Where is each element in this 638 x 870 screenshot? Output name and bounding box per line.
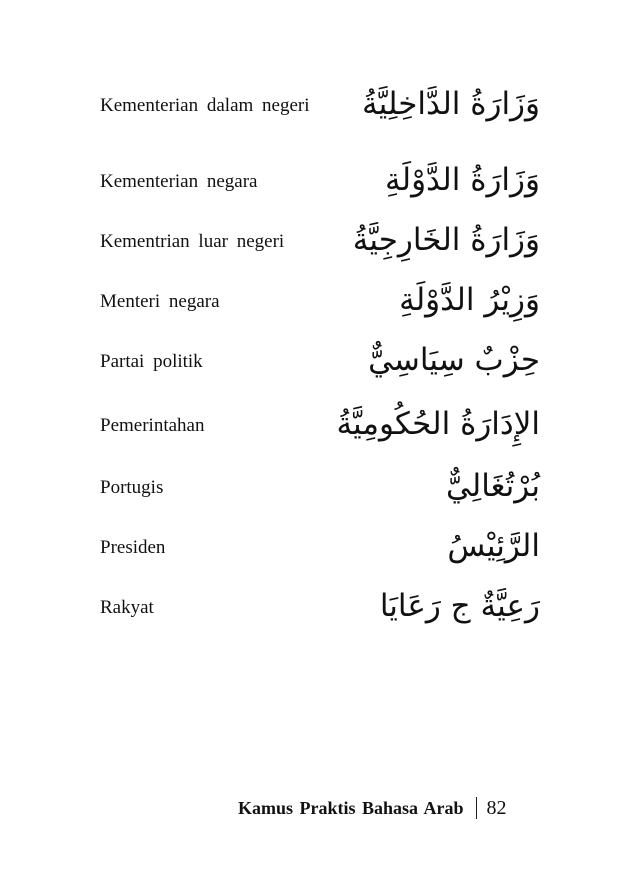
arabic-term: وَزَارَةُ الدَّاخِلِيَّةُ — [362, 86, 540, 122]
indonesian-term: Kementerian negara — [100, 171, 258, 192]
arabic-term: وَزِيْرُ الدَّوْلَةِ — [399, 282, 540, 318]
entry-pemerintahan — [100, 406, 540, 472]
entry-partai-politik — [100, 342, 540, 408]
indonesian-term: Rakyat — [100, 597, 154, 618]
arabic-term: رَعِيَّةٌ ج رَعَايَا — [379, 588, 540, 624]
page-footer — [238, 795, 507, 821]
indonesian-term: Partai politik — [100, 351, 203, 372]
indonesian-term: Pemerintahan — [100, 415, 205, 436]
page-number: 82 — [486, 796, 507, 819]
arabic-term: وَزَارَةُ الدَّوْلَةِ — [385, 162, 540, 198]
arabic-term: حِزْبٌ سِيَاسِيٌّ — [368, 342, 540, 378]
arabic-term: الإِدَارَةُ الحُكُومِيَّةُ — [336, 406, 540, 442]
entry-kementerian-dalam-negeri — [100, 86, 540, 152]
indonesian-term: Presiden — [100, 537, 166, 558]
indonesian-term: Portugis — [100, 477, 164, 498]
entry-rakyat — [100, 588, 540, 654]
arabic-term: بُرْتُغَالِيٌّ — [445, 468, 540, 504]
arabic-term: وَزَارَةُ الخَارِجِيَّةُ — [352, 222, 540, 258]
arabic-term: الرَّئِيْسُ — [447, 528, 540, 564]
footer-divider — [476, 797, 477, 819]
indonesian-term: Kementerian dalam negeri — [100, 95, 310, 116]
indonesian-term: Menteri negara — [100, 291, 220, 312]
indonesian-term: Kementrian luar negeri — [100, 231, 285, 252]
book-title: Kamus Praktis Bahasa Arab — [238, 797, 464, 818]
